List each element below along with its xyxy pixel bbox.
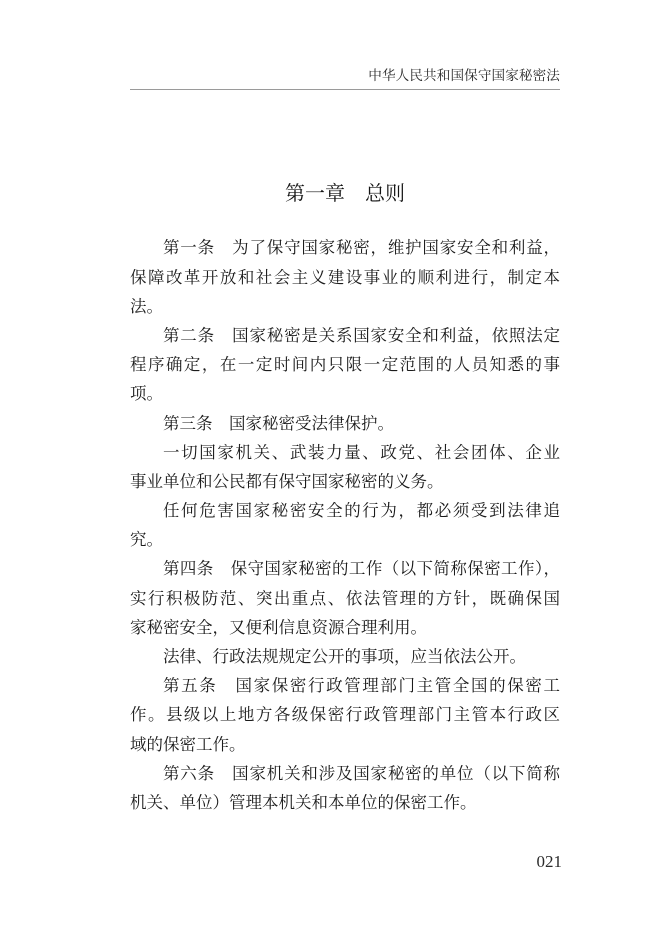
page-number: 021 [536, 852, 562, 871]
text-line: 第二条 国家秘密是关系国家安全和利益，依照法定 [163, 325, 560, 345]
text-line: 域的保密工作。 [130, 734, 246, 754]
running-header-title: 中华人民共和国保守国家秘密法 [368, 68, 560, 84]
body-text [130, 233, 560, 817]
text-line: 第五条 国家保密行政管理部门主管全国的保密工 [163, 676, 560, 696]
text-line: 事业单位和公民都有保守国家秘密的义务。 [130, 471, 444, 491]
article-paragraph [130, 554, 560, 642]
article-paragraph [130, 759, 560, 817]
article-paragraph [130, 233, 560, 321]
text-line: 作。县级以上地方各级保密行政管理部门主管本行政区 [130, 705, 560, 725]
text-line: 机关、单位）管理本机关和本单位的保密工作。 [130, 792, 477, 812]
text-line: 法。 [130, 296, 163, 316]
article-paragraph [130, 671, 560, 759]
text-line: 第四条 保守国家秘密的工作（以下简称保密工作）， [163, 559, 560, 579]
text-line: 保障改革开放和社会主义建设事业的顺利进行，制定本 [130, 267, 560, 287]
text-line: 第六条 国家机关和涉及国家秘密的单位（以下简称 [163, 763, 560, 783]
text-line: 第三条 国家秘密受法律保护。 [163, 413, 394, 433]
chapter-title: 第一章 总则 [285, 181, 405, 205]
text-line: 家秘密安全，又便利信息资源合理利用。 [130, 617, 427, 637]
article-paragraph [130, 409, 560, 438]
text-line: 究。 [130, 530, 163, 550]
article-paragraph [130, 438, 560, 496]
text-line: 程序确定，在一定时间内只限一定范围的人员知悉的事 [130, 355, 560, 375]
text-line: 一切国家机关、武装力量、政党、社会团体、企业 [163, 442, 560, 462]
article-paragraph [130, 642, 560, 671]
article-paragraph [130, 321, 560, 409]
text-line: 法律、行政法规规定公开的事项，应当依法公开。 [163, 647, 526, 667]
article-paragraph [130, 496, 560, 554]
text-line: 任何危害国家秘密安全的行为，都必须受到法律追 [163, 501, 560, 521]
text-line: 实行积极防范、突出重点、依法管理的方针，既确保国 [130, 588, 560, 608]
text-line: 第一条 为了保守国家秘密，维护国家安全和利益， [163, 238, 560, 258]
header-rule [130, 89, 560, 90]
text-line: 项。 [130, 384, 163, 404]
